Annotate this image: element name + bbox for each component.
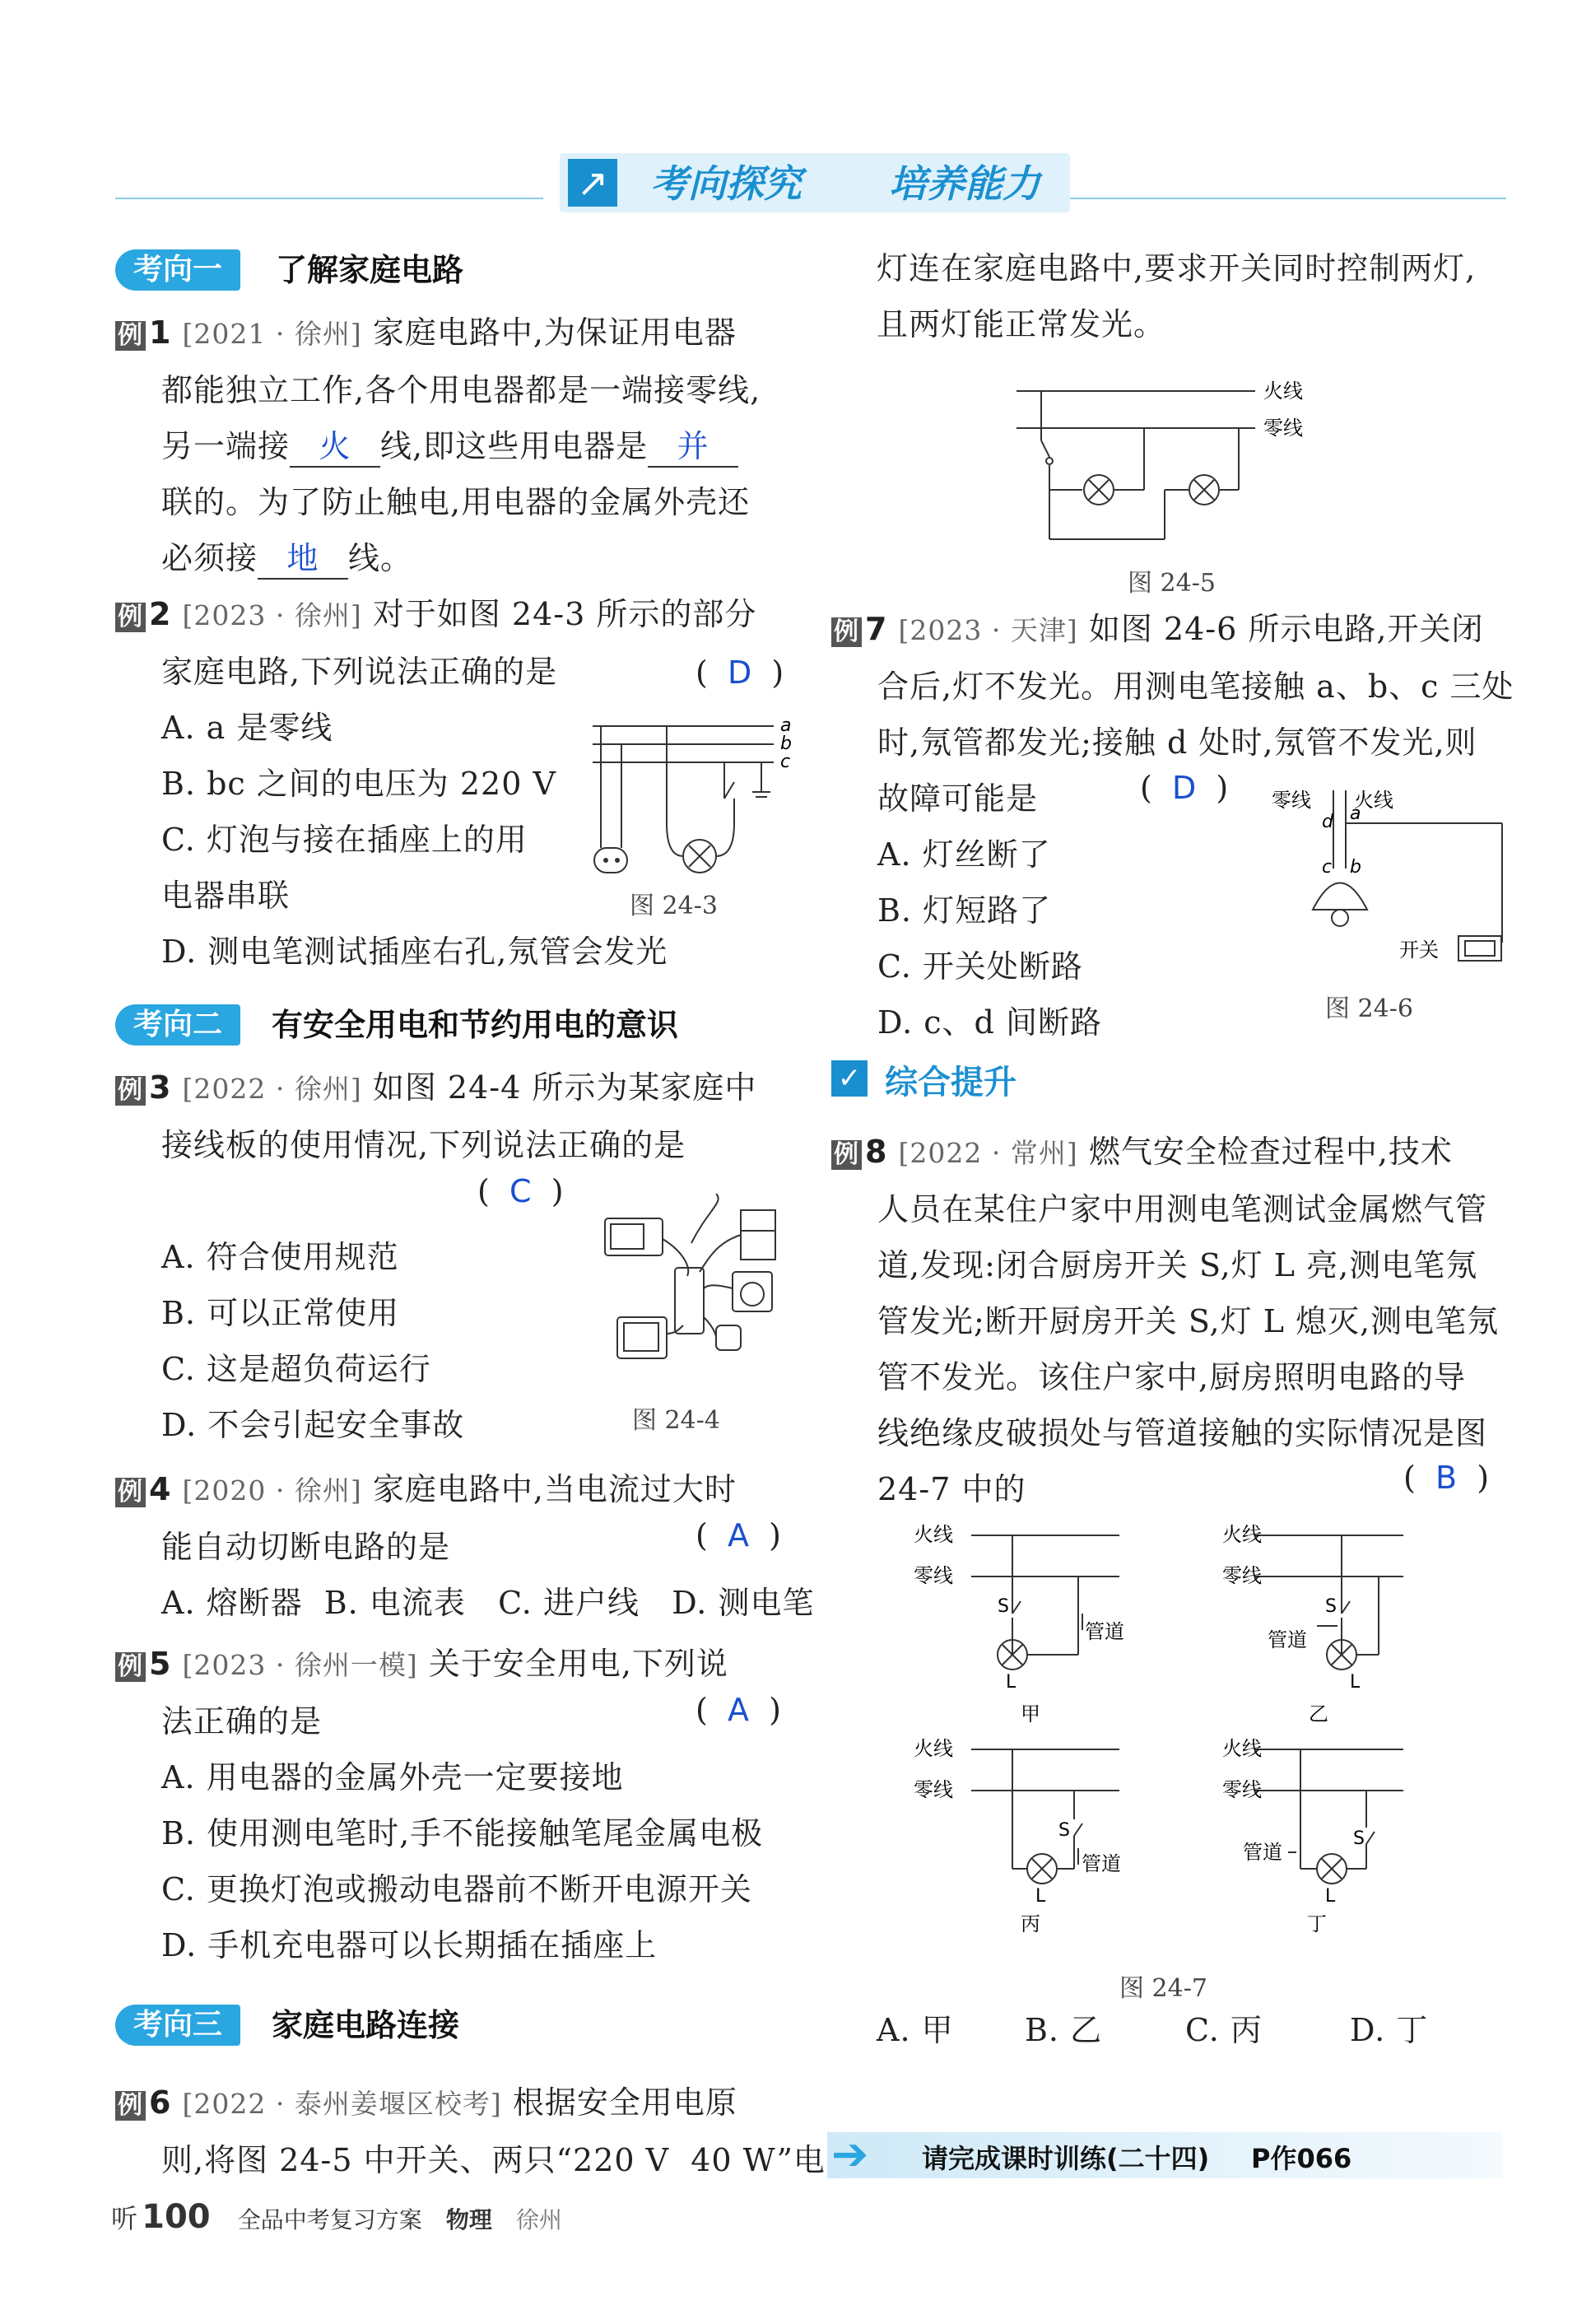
example-text: 管发光;断开厨房开关 S,灯 L 熄灭,测电笔氖	[877, 1303, 1500, 1339]
answer: D	[727, 654, 752, 691]
option-d: D. 丁	[1350, 2012, 1429, 2048]
zero-label: 零线	[914, 1778, 953, 1801]
option-c: C. 更换灯泡或搬动电器前不断开电源开关	[161, 1871, 752, 1907]
figure-24-5	[1016, 375, 1321, 552]
answer-paren: ( D )	[1140, 770, 1229, 806]
example-source: [2020 · 徐州]	[182, 1474, 362, 1507]
example-6	[115, 2075, 826, 2188]
subject: 物理	[445, 2206, 492, 2233]
wire-label-zero: 零线	[1263, 417, 1303, 440]
option-b: B. 可以正常使用	[161, 1295, 400, 1331]
section-tag-2: 考向二	[115, 1004, 240, 1046]
pipe-label: 管道	[1085, 1620, 1124, 1643]
example-source: [2022 · 徐州]	[182, 1073, 362, 1105]
example-number: 5	[149, 1646, 172, 1682]
region: 徐州	[515, 2206, 562, 2233]
section-title-3: 家庭电路连接	[272, 2007, 460, 2043]
fire-label: 火线	[1222, 1523, 1262, 1546]
example-label: 例	[115, 2091, 146, 2121]
switch-s-label: S	[998, 1596, 1009, 1617]
example-text: 家庭电路中,为保证用电器	[372, 314, 737, 351]
answer: B	[1435, 1460, 1458, 1496]
option-a: A. 灯丝断了	[877, 836, 1051, 873]
example-text: 线,即这些用电器是	[380, 428, 649, 464]
switch-label: 开关	[1399, 938, 1439, 962]
example-label: 例	[115, 1478, 146, 1507]
answer-paren: ( C )	[477, 1173, 564, 1209]
section-title-4: 综合提升	[885, 1064, 1016, 1101]
header-rule-left	[115, 198, 543, 199]
option-b: B. 灯短路了	[877, 892, 1052, 929]
option-c-cont: 电器串联	[161, 878, 291, 914]
figure-24-7	[905, 1515, 1482, 1951]
option-c: C. 这是超负荷运行	[161, 1351, 431, 1387]
option-a: A. 符合使用规范	[161, 1239, 399, 1275]
banner-title-left: 考向探究	[650, 161, 802, 206]
example-number: 7	[865, 611, 888, 647]
example-text: 合后,灯不发光。用测电笔接触 a、b、c 三处	[877, 668, 1514, 705]
section-title-1: 了解家庭电路	[276, 252, 464, 288]
figure-caption: 图 24-7	[1119, 1974, 1207, 2003]
fire-label: 火线	[914, 1523, 953, 1546]
example-source: [2022 · 常州]	[898, 1137, 1078, 1169]
example-text: 管不发光。该住户家中,厨房照明电路的导	[877, 1359, 1467, 1395]
section-title-2: 有安全用电和节约用电的意识	[272, 1007, 679, 1043]
header-rule-right	[1070, 198, 1506, 199]
example-source: [2021 · 徐州]	[182, 318, 362, 350]
option-d: D. 不会引起安全事故	[161, 1407, 465, 1443]
option-b: B. 使用测电笔时,手不能接触笔尾金属电极	[161, 1815, 764, 1851]
example-text: 家庭电路,下列说法正确的是	[161, 654, 558, 690]
point-b: b	[1350, 857, 1361, 878]
example-8-options	[877, 2002, 1519, 2058]
option-b: B. 乙	[1025, 2012, 1103, 2048]
example-text: 关于安全用电,下列说	[428, 1646, 728, 1682]
example-number: 4	[149, 1471, 172, 1507]
section-tag-3: 考向三	[115, 2005, 240, 2046]
wire-label-c: c	[780, 752, 791, 772]
section-tag-1: 考向一	[115, 249, 240, 291]
example-text: 燃气安全检查过程中,技术	[1088, 1134, 1453, 1170]
example-text: 能自动切断电路的是	[161, 1529, 451, 1565]
option-d: D. 测电笔测试插座右孔,氖管会发光	[161, 934, 668, 970]
answer: C	[509, 1173, 532, 1209]
answer-blank-2: 并	[648, 426, 738, 468]
answer: D	[1171, 770, 1197, 806]
option-b: B. bc 之间的电压为 220 V	[161, 766, 556, 802]
answer-blank-1: 火	[290, 426, 380, 468]
answer: A	[727, 1692, 749, 1728]
pipe-label: 管道	[1082, 1852, 1121, 1875]
page-footer	[111, 2198, 562, 2236]
fire-label: 火线	[1354, 789, 1393, 812]
example-number: 6	[149, 2084, 172, 2121]
circuit-panel-bing	[914, 1737, 1121, 1935]
zero-label: 零线	[1222, 1778, 1262, 1801]
switch-s-label: S	[1325, 1596, 1337, 1617]
panel-name: 乙	[1309, 1702, 1328, 1726]
training-text[interactable]: 请完成课时训练(二十四)	[922, 2143, 1210, 2174]
answer-paren: ( D )	[695, 654, 784, 691]
example-label: 例	[115, 1652, 146, 1682]
lamp-l-label: L	[1035, 1886, 1046, 1907]
training-page[interactable]: P作066	[1251, 2143, 1352, 2174]
example-text: 都能独立工作,各个用电器都是一端接零线,	[161, 372, 761, 408]
example-text: 另一端接	[161, 428, 291, 464]
footer-prefix: 听	[111, 2203, 138, 2234]
option-a: A. a 是零线	[161, 710, 333, 746]
fire-label: 火线	[1222, 1737, 1262, 1760]
answer-blank-3: 地	[258, 538, 348, 580]
check-icon: ✓	[831, 1060, 868, 1097]
option-d: D. c、d 间断路	[877, 1004, 1102, 1041]
example-text: 故障可能是	[877, 780, 1039, 817]
example-text: 道,发现:闭合厨房开关 S,灯 L 亮,测电笔氖	[877, 1247, 1478, 1283]
point-a: a	[1350, 803, 1361, 824]
example-text: 如图 24-6 所示电路,开关闭	[1088, 611, 1484, 647]
example-text: 24-7 中的	[877, 1471, 1026, 1507]
example-8	[831, 1124, 1523, 1517]
example-label: 例	[831, 1140, 862, 1170]
example-text: 法正确的是	[161, 1703, 323, 1740]
circuit-panel-yi	[1222, 1523, 1403, 1726]
lamp-l-label: L	[1325, 1886, 1336, 1907]
example-label: 例	[115, 603, 146, 632]
circuit-panel-jia	[914, 1523, 1124, 1726]
example-text: 如图 24-4 所示为某家庭中	[372, 1069, 757, 1106]
panel-name: 甲	[1021, 1702, 1040, 1726]
answer: A	[727, 1517, 749, 1553]
example-number: 3	[149, 1069, 172, 1106]
lamp-l-label: L	[1006, 1672, 1016, 1693]
zero-label: 零线	[914, 1564, 953, 1587]
example-text: 线绝缘皮破损处与管道接触的实际情况是图	[877, 1415, 1488, 1451]
point-c: c	[1322, 857, 1333, 878]
page-number: 100	[142, 2198, 211, 2236]
example-text: 对于如图 24-3 所示的部分	[372, 596, 757, 632]
example-number: 2	[149, 596, 172, 632]
switch-s-label: S	[1058, 1820, 1070, 1841]
zero-label: 零线	[1272, 789, 1311, 812]
example-text: 则,将图 24-5 中开关、两只“220 V 40 W”电	[161, 2142, 826, 2178]
example-text: 必须接	[161, 540, 258, 576]
lamp-l-label: L	[1350, 1672, 1361, 1693]
example-number: 1	[149, 314, 172, 351]
wire-label-fire: 火线	[1263, 380, 1303, 403]
option-c: C. 灯泡与接在插座上的用	[161, 822, 528, 858]
example-source: [2023 · 天津]	[898, 614, 1078, 646]
arrow-right-icon: ➔	[831, 2128, 869, 2180]
option-a: A. 甲	[877, 2012, 954, 2048]
example-number: 8	[865, 1134, 888, 1170]
option-c: C. 丙	[1185, 2012, 1263, 2048]
example-text: 家庭电路中,当电流过大时	[372, 1471, 737, 1507]
example-text: 线。	[348, 540, 413, 576]
figure-24-6	[1268, 782, 1514, 976]
example-5	[115, 1636, 798, 1973]
example-label: 例	[831, 617, 862, 647]
banner-title-right: 培养能力	[889, 161, 1040, 206]
answer-paren: ( A )	[695, 1692, 781, 1728]
zero-label: 零线	[1222, 1564, 1262, 1587]
option-d: D. 手机充电器可以长期插在插座上	[161, 1927, 658, 1963]
figure-24-3	[576, 716, 798, 877]
example-text: 根据安全用电原	[512, 2084, 737, 2121]
example-1	[115, 305, 798, 586]
example-label: 例	[115, 321, 146, 351]
example-text: 人员在某住户家中用测电笔测试金属燃气管	[877, 1191, 1488, 1227]
pipe-label: 管道	[1268, 1628, 1307, 1651]
wire-label-a: a	[780, 716, 792, 736]
circuit-panel-ding	[1222, 1737, 1403, 1935]
example-text: 且两灯能正常发光。	[877, 306, 1166, 342]
answer-paren: ( A )	[695, 1517, 781, 1553]
example-text: 灯连在家庭电路中,要求开关同时控制两灯,	[877, 250, 1477, 286]
example-source: [2022 · 泰州姜堰区校考]	[182, 2088, 502, 2120]
panel-name: 丙	[1021, 1912, 1040, 1935]
switch-s-label: S	[1353, 1828, 1365, 1849]
panel-name: 丁	[1307, 1912, 1327, 1935]
example-source: [2023 · 徐州一模]	[182, 1649, 418, 1681]
figure-caption: 图 24-4	[632, 1406, 720, 1435]
fire-label: 火线	[914, 1737, 953, 1760]
options: A. 熔断器 B. 电流表 C. 进户线 D. 测电笔	[161, 1585, 815, 1621]
example-text: 时,氖管都发光;接触 d 处时,氖管不发光,则	[877, 724, 1477, 761]
example-source: [2023 · 徐州]	[182, 599, 362, 631]
option-c: C. 开关处断路	[877, 948, 1083, 985]
example-text: 接线板的使用情况,下列说法正确的是	[161, 1127, 686, 1163]
answer-paren: ( B )	[1403, 1460, 1490, 1496]
pipe-label: 管道	[1243, 1841, 1282, 1864]
figure-caption: 图 24-3	[630, 892, 718, 920]
figure-24-4	[601, 1194, 798, 1375]
figure-caption: 图 24-5	[1128, 569, 1216, 598]
option-a: A. 用电器的金属外壳一定要接地	[161, 1759, 624, 1795]
point-d: d	[1322, 812, 1333, 832]
example-label: 例	[115, 1076, 146, 1106]
wire-label-b: b	[780, 734, 792, 754]
arrow-icon: ↗	[568, 159, 617, 207]
figure-caption: 图 24-6	[1325, 994, 1413, 1023]
example-text: 联的。为了防止触电,用电器的金属外壳还	[161, 484, 751, 520]
book-title: 全品中考复习方案	[237, 2206, 422, 2233]
example-6-continued	[877, 240, 1519, 352]
